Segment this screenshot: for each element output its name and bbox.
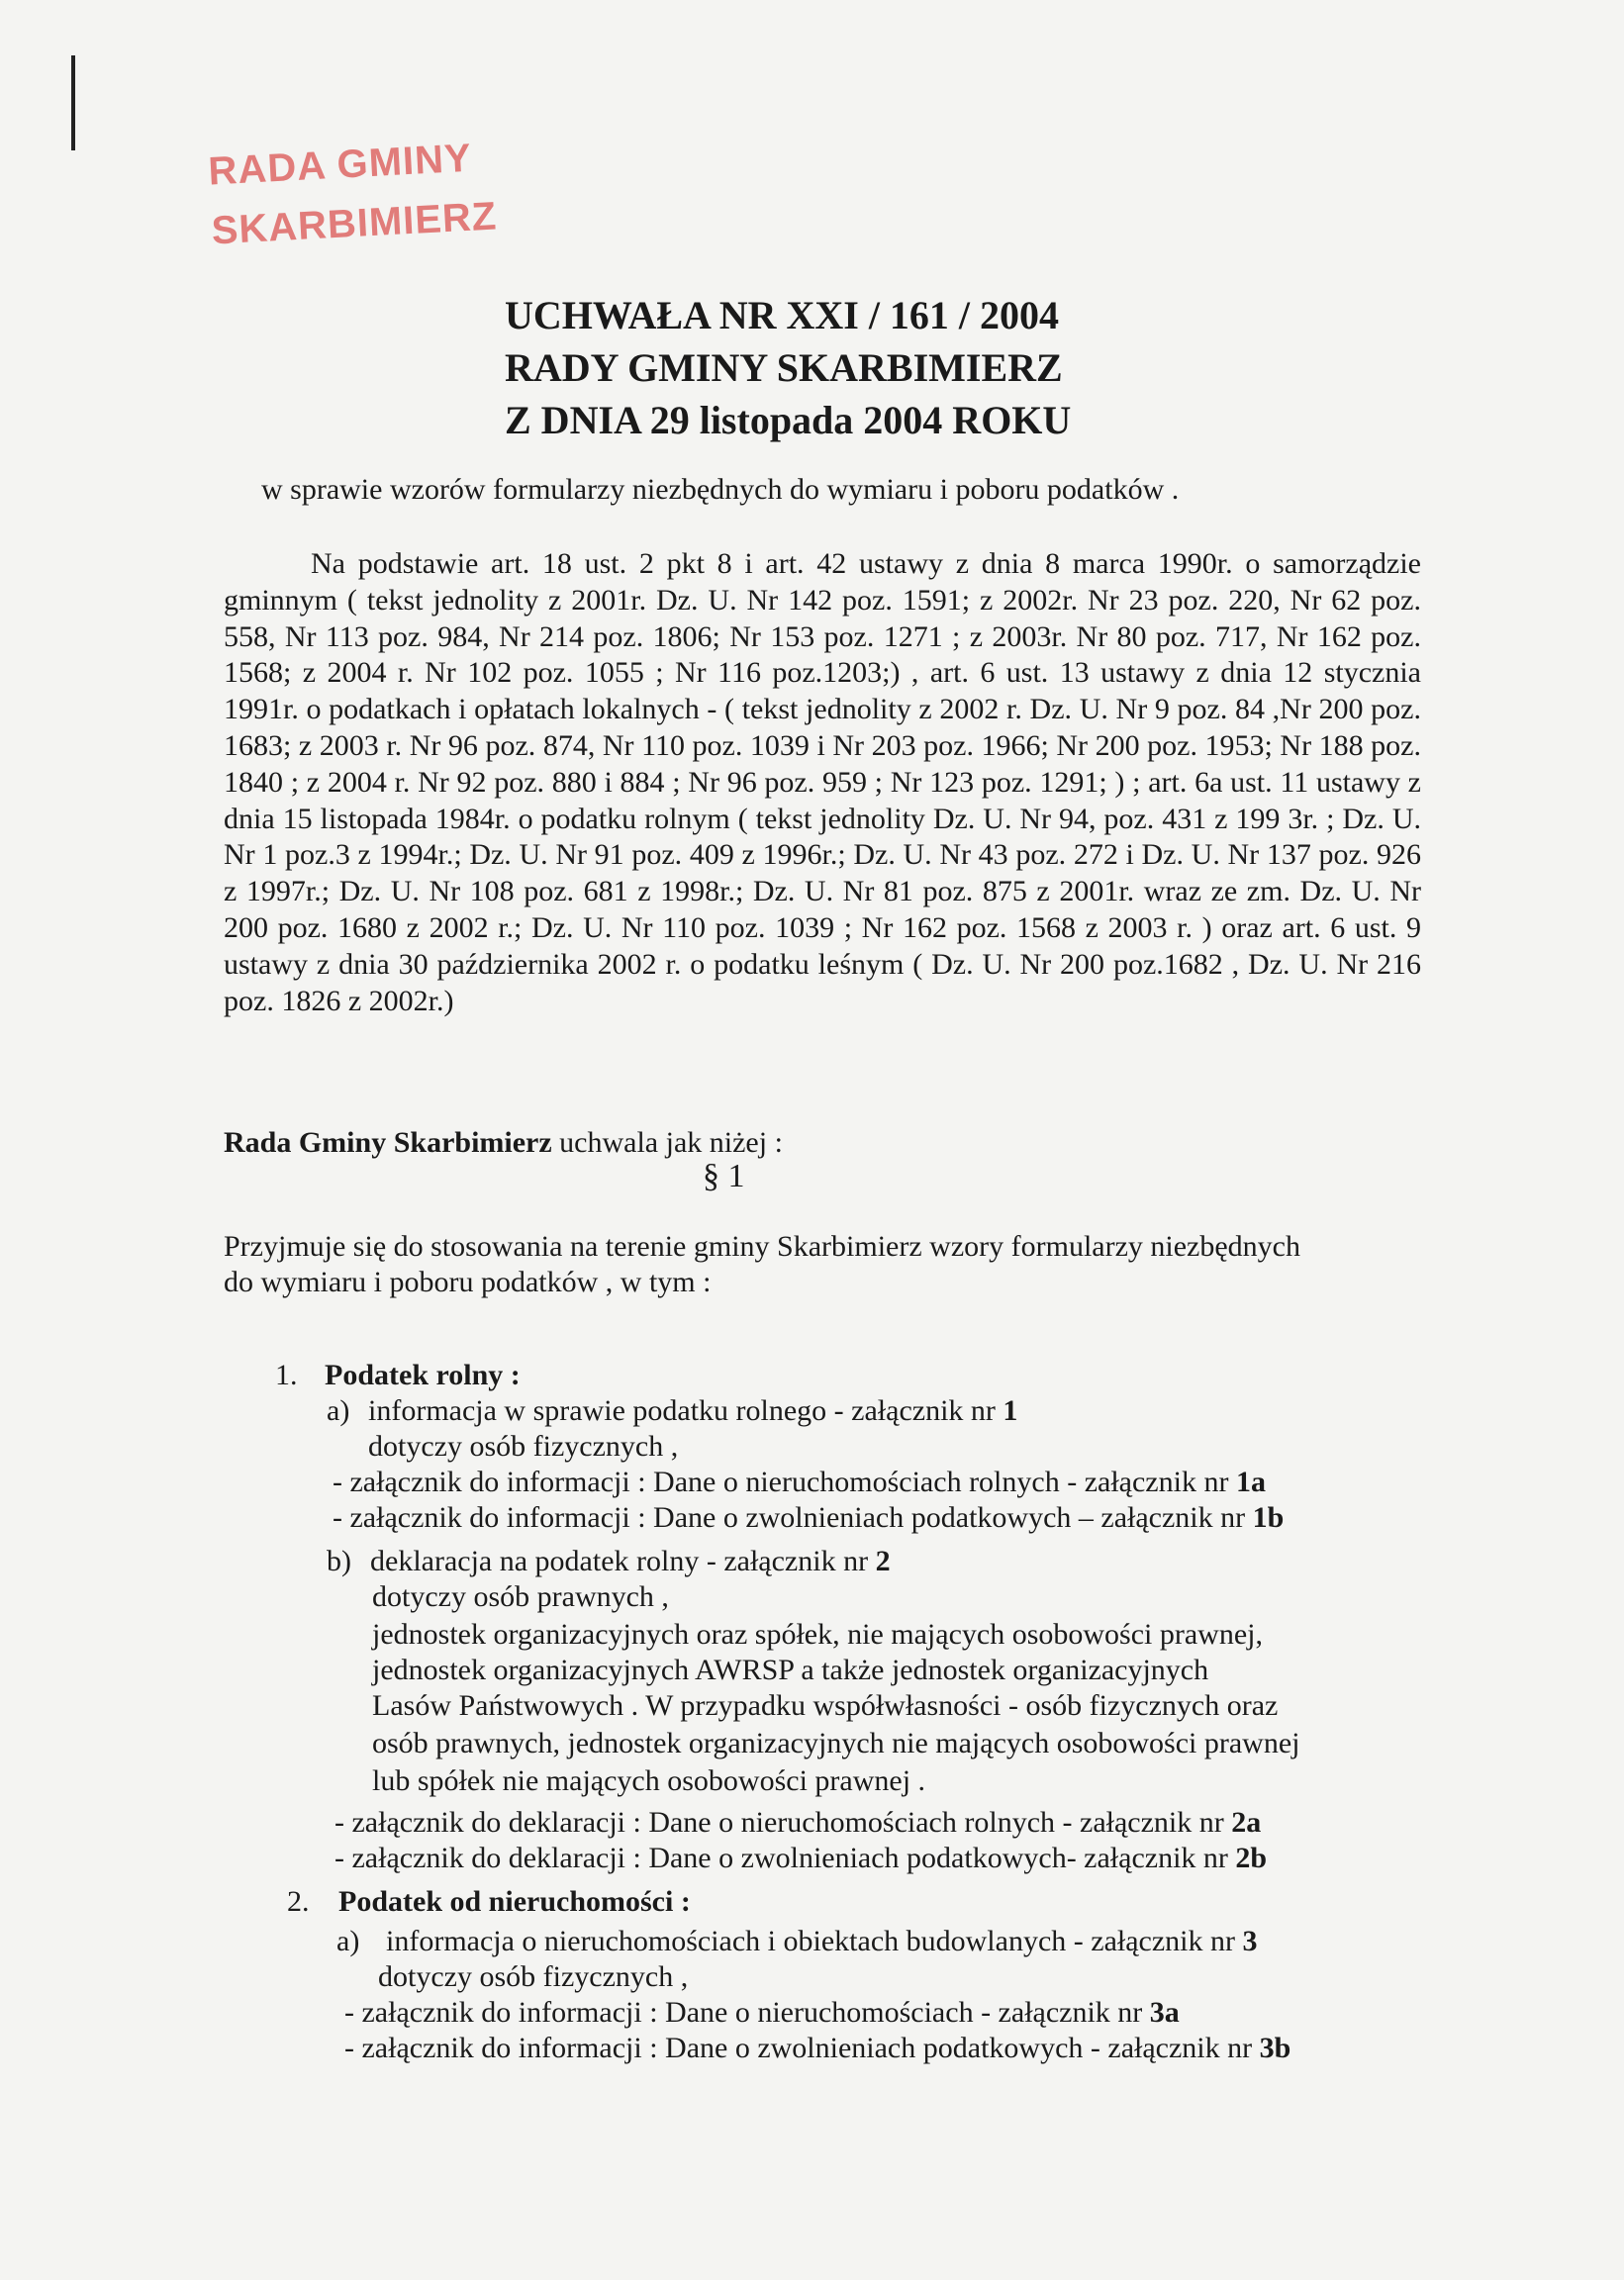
item-2a-text: informacja o nieruchomościach i obiektach budowlanych - załącznik nr 3 <box>386 1925 1258 1957</box>
stamp-line-1: RADA GMINY <box>207 136 473 194</box>
item-2a-label: a) <box>336 1925 360 1957</box>
item-2-heading: Podatek od nieruchomości : <box>338 1885 691 1918</box>
section-sign: § 1 <box>703 1158 745 1194</box>
legal-basis-paragraph <box>224 546 1421 1019</box>
item-1a-subline: dotyczy osób fizycznych , <box>368 1430 679 1463</box>
item-1b-text: deklaracja na podatek rolny - załącznik nr 2 <box>370 1545 891 1577</box>
item-2a-attachment-2: - załącznik do informacji : Dane o zwolnieniach podatkowych - załącznik nr 3b <box>344 2032 1291 2064</box>
item-2a-attachment-1: - załącznik do informacji : Dane o nieruchomościach - załącznik nr 3a <box>344 1996 1180 2029</box>
title-line-2: RADY GMINY SKARBIMIERZ <box>505 345 1063 390</box>
resolution-subject: w sprawie wzorów formularzy niezbędnych do wymiaru i poboru podatków . <box>261 473 1180 506</box>
item-1a-text: informacja w sprawie podatku rolnego - załącznik nr 1 <box>368 1394 1018 1427</box>
item-1b-line-5: osób prawnych, jednostek organizacyjnych nie mających osobowości prawnej <box>372 1727 1300 1759</box>
council-resolves <box>224 1126 783 1160</box>
item-1a-attachment-2: - załącznik do informacji : Dane o zwolnieniach podatkowych – załącznik nr 1b <box>333 1501 1285 1534</box>
council-stamp <box>207 128 499 261</box>
item-1a-label: a) <box>327 1394 350 1427</box>
resolution-title <box>465 289 1158 446</box>
resolves-text: uchwala jak niżej : <box>551 1126 783 1159</box>
council-name: Rada Gminy Skarbimierz <box>224 1126 552 1159</box>
item-1b-line-2: jednostek organizacyjnych oraz spółek, nie mających osobowości prawnej, <box>372 1618 1263 1651</box>
stamp-line-2: SKARBIMIERZ <box>210 194 499 253</box>
item-1b-attachment-1: - załącznik do deklaracji : Dane o nieruchomościach rolnych - załącznik nr 2a <box>334 1806 1262 1839</box>
item-1b-line-3: jednostek organizacyjnych AWRSP a także jednostek organizacyjnych <box>372 1654 1209 1686</box>
title-line-3: Z DNIA 29 listopada 2004 ROKU <box>505 398 1072 442</box>
item-1-number: 1. <box>275 1359 298 1391</box>
legal-basis-text: Na podstawie art. 18 ust. 2 pkt 8 i art. 42 ustawy z dnia 8 marca 1990r. o samorządzie gminnym ( tekst jednolity z 2001r. Dz. U. Nr 142 poz. 1591; z 2002r. Nr 23 poz. 220, Nr 62 poz. 558, Nr 113 poz. 984, Nr 214 poz. 1806; Nr 153 poz. 1271 ; z 2003r. Nr 80 poz. 717, Nr 162 poz. 1568; z 2004 r. Nr 102 poz. 1055 ; Nr 116 poz.1203;) , art. 6 ust. 13 ustawy z dnia 12 stycznia 1991r. o podatkach i opłatach lokalnych - ( tekst jednolity z 2002 r. Dz. U. Nr 9 poz. 84 ,Nr 200 poz. 1683; z 2003 r. Nr 96 poz. 874, Nr 110 poz. 1039 i Nr 203 poz. 1966; Nr 200 poz. 1953; Nr 188 poz. 1840 ; z 2004 r. Nr 92 poz. 880 i 884 ; Nr 96 poz. 959 ; Nr 123 poz. 1291; ) ; art. 6a ust. 11 ustawy z dnia 15 listopada 1984r. o podatku rolnym ( tekst jednolity Dz. U. Nr 94, poz. 431 z 199 3r. ; Dz. U. Nr 1 poz.3 z 1994r.; Dz. U. Nr 91 poz. 409 z 1996r.; Dz. U. Nr 43 poz. 272 i Dz. U. Nr 137 poz. 926 z 1997r.; Dz. U. Nr 108 poz. 681 z 1998r.; Dz. U. Nr 81 poz. 875 z 2001r. wraz ze zm. Dz. U. Nr 200 poz. 1680 z 2002 r.; Dz. U. Nr 110 poz. 1039 ; Nr 162 poz. 1568 z 2003 r. ) oraz art. 6 ust. 9 ustawy z dnia 30 października 2002 r. o podatku leśnym ( Dz. U. Nr 200 poz.1682 , Dz. U. Nr 216 poz. 1826 z 2002r.) <box>224 547 1421 1017</box>
item-1b-label: b) <box>327 1545 351 1577</box>
item-2-number: 2. <box>287 1885 310 1918</box>
item-1-heading: Podatek rolny : <box>325 1359 521 1391</box>
item-1b-attachment-2: - załącznik do deklaracji : Dane o zwolnieniach podatkowych- załącznik nr 2b <box>334 1842 1268 1874</box>
item-1b-line-6: lub spółek nie mających osobowości prawnej . <box>372 1764 926 1797</box>
title-line-1: UCHWAŁA NR XXI / 161 / 2004 <box>505 293 1060 337</box>
item-1a-attachment-1: - załącznik do informacji : Dane o nieruchomościach rolnych - załącznik nr 1a <box>333 1466 1266 1498</box>
item-1b-line-1: dotyczy osób prawnych , <box>372 1580 669 1613</box>
margin-mark <box>71 55 75 150</box>
intro-paragraph: Przyjmuje się do stosowania na terenie gminy Skarbimierz wzory formularzy niezbędnych do wymiaru i poboru podatków , w tym : <box>224 1230 1300 1298</box>
item-2a-subline: dotyczy osób fizycznych , <box>378 1960 689 1993</box>
item-1b-line-4: Lasów Państwowych . W przypadku współwłasności - osób fizycznych oraz <box>372 1689 1279 1722</box>
